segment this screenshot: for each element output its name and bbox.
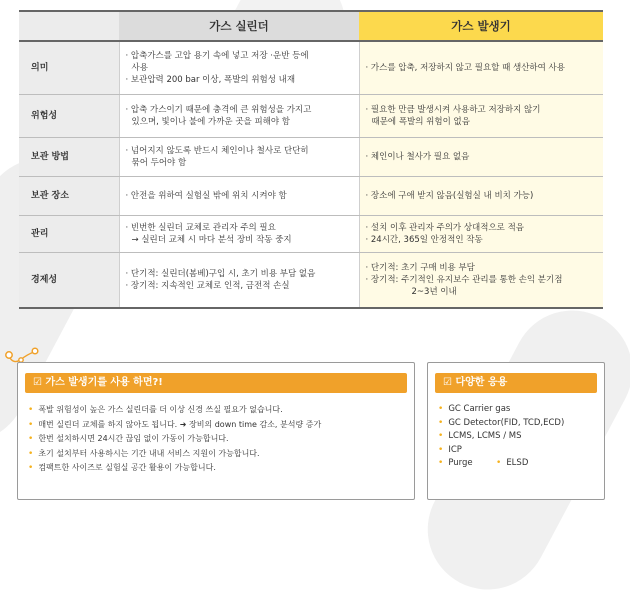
cell-line: · 장기적: 지속적인 교체로 인적, 금전적 손실 [125,280,290,291]
row-label: 보관 장소 [19,176,119,215]
table-row-storage-method [19,137,603,176]
cell-line: 묶어 두어야 함 [131,157,187,168]
generator-cell [359,94,603,137]
cylinder-cell [119,94,359,137]
benefits-list [28,403,406,476]
list-item [438,430,596,444]
row-label: 위험성 [19,94,119,137]
table-row-management [19,215,603,252]
bullet-icon: • [438,431,444,442]
cell-line: 있으며, 빛이나 불에 가까운 곳을 피해야 함 [131,116,291,127]
generator-cell [359,215,603,252]
cell-line: · 체인이나 철사가 필요 없음 [365,151,470,162]
cell-line: · 압축 가스이기 때문에 충격에 큰 위험성을 가지고 [125,104,312,115]
bullet-icon: • [438,404,444,414]
application-text: GC Detector(FID, TCD,ECD) [448,417,565,428]
bullet-icon: • [28,463,34,473]
cell-line: · 단기적: 초기 구매 비용 부담 [365,262,475,273]
generator-cell [359,137,603,176]
cylinder-cell [119,176,359,215]
cell-line: · 빈번한 실린더 교체로 관리자 주의 필요 [125,222,276,233]
list-item [438,444,596,458]
applications-box [427,362,605,500]
application-text: Purge [448,458,473,469]
benefits-title: ☑ 가스 발생기를 사용 하면?! [25,373,407,393]
row-label: 보관 방법 [19,137,119,176]
generator-cell [359,252,603,308]
bullet-icon: • [438,458,444,469]
cell-line: · 장소에 구애 받지 않음(실험실 내 비치 가능) [365,190,534,201]
cell-line: · 단기적: 실린더(봄베)구입 시, 초기 비용 부담 없음 [125,268,316,279]
application-text: GC Carrier gas [448,404,511,414]
application-text: ICP [448,444,462,455]
list-item [28,418,406,433]
benefit-text: 컴팩트한 사이즈로 실험실 공간 활용이 가능합니다. [38,463,216,472]
row-label: 관리 [19,215,119,252]
bullet-icon: • [28,405,34,415]
list-item [28,447,406,462]
cell-line: → 실린더 교체 시 마다 분석 장비 작동 중지 [131,234,292,245]
bullet-icon: • [28,448,34,459]
header-gas-generator: 가스 발생기 [359,11,603,41]
application-text: LCMS, LCMS / MS [448,431,522,442]
list-item [438,457,596,471]
list-item [28,461,406,476]
bullet-icon: • [496,458,502,469]
cell-line: 때문에 폭발의 위험이 없음 [371,116,470,127]
list-item [438,417,596,431]
cell-line: 2~3년 이내 [411,286,457,297]
cylinder-cell [119,252,359,308]
bullet-icon: • [438,417,444,428]
cell-line: · 넘어지지 않도록 반드시 체인이나 철사로 단단히 [125,145,309,156]
table-row-economy [19,252,603,308]
cylinder-cell [119,41,359,94]
cell-line: · 가스를 압축, 저장하지 않고 필요할 때 생산하여 사용 [365,62,565,73]
benefits-box [17,362,415,500]
list-item [28,432,406,447]
table-row-meaning [19,41,603,94]
benefit-text: 초기 설치부터 사용하시는 기간 내내 서비스 지원이 가능합니다. [38,448,260,458]
list-item [438,403,596,417]
bullet-icon: • [28,434,34,444]
benefit-text: 매번 실린더 교체를 하지 않아도 됩니다. ➜ 장비의 down time 감소, 분석량 증가 [38,419,322,429]
cylinder-cell [119,215,359,252]
generator-cell [359,176,603,215]
row-label: 의미 [19,41,119,94]
table-row-risk [19,94,603,137]
cell-line: · 24시간, 365일 안정적인 작동 [365,234,483,245]
header-gas-cylinder: 가스 실린더 [119,11,359,41]
benefit-text: 폭발 위험성이 높은 가스 실린더를 더 이상 신경 쓰실 필요가 없습니다. [38,405,283,414]
cell-line: 사용 [131,62,148,73]
applications-list [438,403,596,471]
application-pair [438,457,496,471]
cylinder-cell [119,137,359,176]
cell-line: · 필요한 만큼 발생시켜 사용하고 저장하지 않기 [365,104,541,115]
applications-title: ☑ 다양한 응용 [435,373,597,393]
cell-line: · 장기적: 주기적인 유지보수 관리를 통한 손익 분기점 [365,274,563,285]
cell-line: · 보관압력 200 bar 이상, 폭발의 위험성 내재 [125,74,296,85]
bullet-icon: • [28,419,34,430]
cell-line: · 압축가스를 고압 용기 속에 넣고 저장 ·운반 등에 [125,50,309,61]
comparison-table [19,10,603,309]
application-text: ELSD [506,458,529,469]
list-item [28,403,406,418]
row-label: 경제성 [19,252,119,308]
header-corner [19,11,119,41]
table-header-row [19,11,603,41]
bullet-icon: • [438,444,444,455]
cell-line: · 설치 이후 관리자 주의가 상대적으로 적음 [365,222,525,233]
generator-cell [359,41,603,94]
cell-line: · 안전을 위하여 실험실 밖에 위치 시켜야 함 [125,190,287,201]
benefit-text: 한번 설치하시면 24시간 끊임 없이 가동이 가능합니다. [38,434,229,443]
table-row-storage-place [19,176,603,215]
